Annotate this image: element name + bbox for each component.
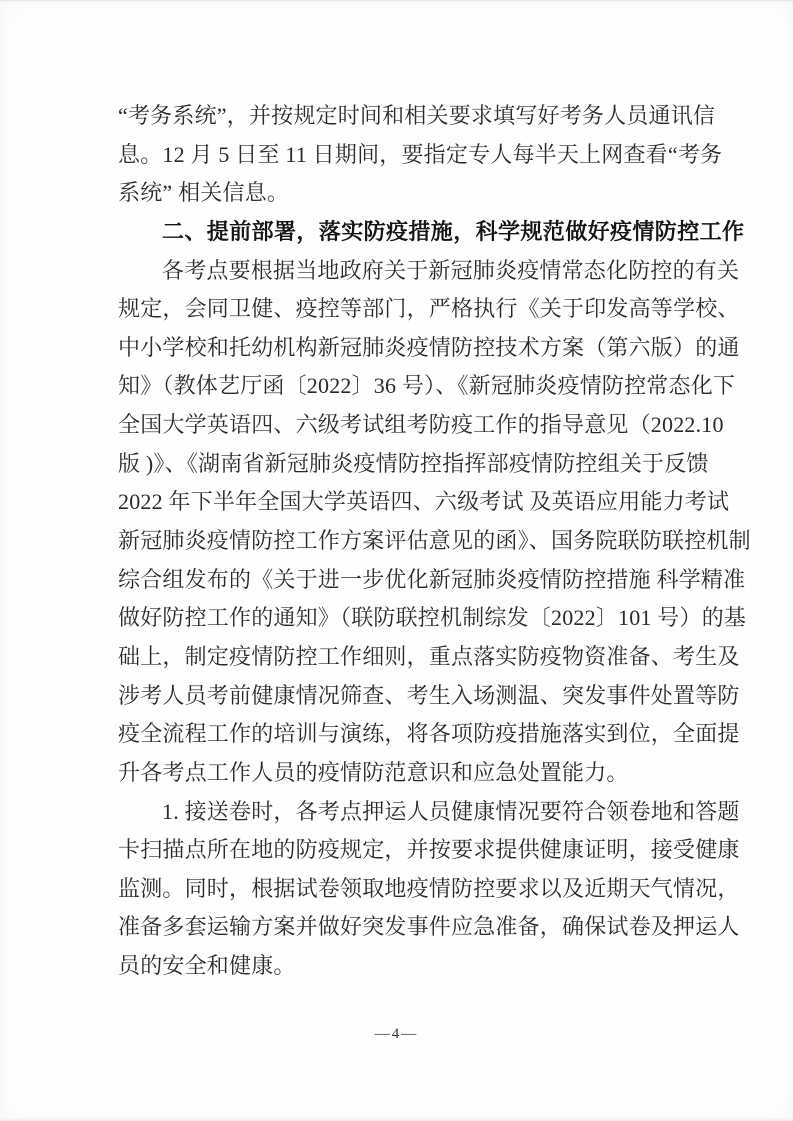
text-line: 版 )》、《湖南省新冠肺炎疫情防控指挥部疫情防控组关于反馈 bbox=[118, 450, 709, 476]
text-line: 规定，会同卫健、疫控等部门，严格执行《关于印发高等学校、 bbox=[118, 296, 740, 322]
text-line: 2022 年下半年全国大学英语四、六级考试 及英语应用能力考试 bbox=[118, 489, 730, 515]
text-line: 准备多套运输方案并做好突发事件应急准备，确保试卷及押运人 bbox=[118, 914, 740, 940]
text-line: 息。12 月 5 日至 11 日期间，要指定专人每半天上网查看“考务 bbox=[118, 141, 723, 167]
text-line: 疫全流程工作的培训与演练，将各项防疫措施落实到位，全面提 bbox=[118, 721, 740, 747]
text-line: 础上，制定疫情防控工作细则，重点落实防疫物资准备、考生及 bbox=[118, 643, 740, 669]
text-line: 各考点要根据当地政府关于新冠肺炎疫情常态化防控的有关 bbox=[162, 257, 740, 283]
text-line: 全国大学英语四、六级考试组考防疫工作的指导意见（2022.10 bbox=[118, 412, 724, 438]
text-line: 卡扫描点所在地的防疫规定，并按要求提供健康证明，接受健康 bbox=[118, 837, 740, 863]
text-line: 做好防控工作的通知》（联防联控机制综发〔2022〕101 号）的基 bbox=[118, 605, 747, 631]
page-number: —4— bbox=[374, 1026, 419, 1042]
text-line: 员的安全和健康。 bbox=[118, 953, 296, 979]
text-line: 综合组发布的《关于进一步优化新冠肺炎疫情防控措施 科学精准 bbox=[118, 566, 746, 592]
text-line: 知》（教体艺厅函〔2022〕36 号）、《新冠肺炎疫情防控常态化下 bbox=[118, 373, 736, 399]
text-line: 中小学校和托幼机构新冠肺炎疫情防控技术方案（第六版）的通 bbox=[118, 334, 740, 360]
text-line: 监测。同时，根据试卷领取地疫情防控要求以及近期天气情况， bbox=[118, 875, 740, 901]
text-line: “考务系统”，并按规定时间和相关要求填写好考务人员通讯信 bbox=[118, 103, 716, 128]
text-line: 系统” 相关信息。 bbox=[118, 180, 290, 206]
text-line: 升各考点工作人员的疫情防范意识和应急处置能力。 bbox=[118, 759, 629, 785]
text-line: 涉考人员考前健康情况筛查、考生入场测温、突发事件处置等防 bbox=[118, 682, 740, 708]
section-heading: 二、提前部署，落实防疫措施，科学规范做好疫情防控工作 bbox=[162, 218, 745, 244]
document-body bbox=[118, 97, 751, 986]
text-line: 新冠肺炎疫情防控工作方案评估意见的函》、国务院联防联控机制 bbox=[118, 528, 751, 554]
text-line: 1. 接送卷时，各考点押运人员健康情况要符合领卷地和答题 bbox=[162, 798, 740, 824]
